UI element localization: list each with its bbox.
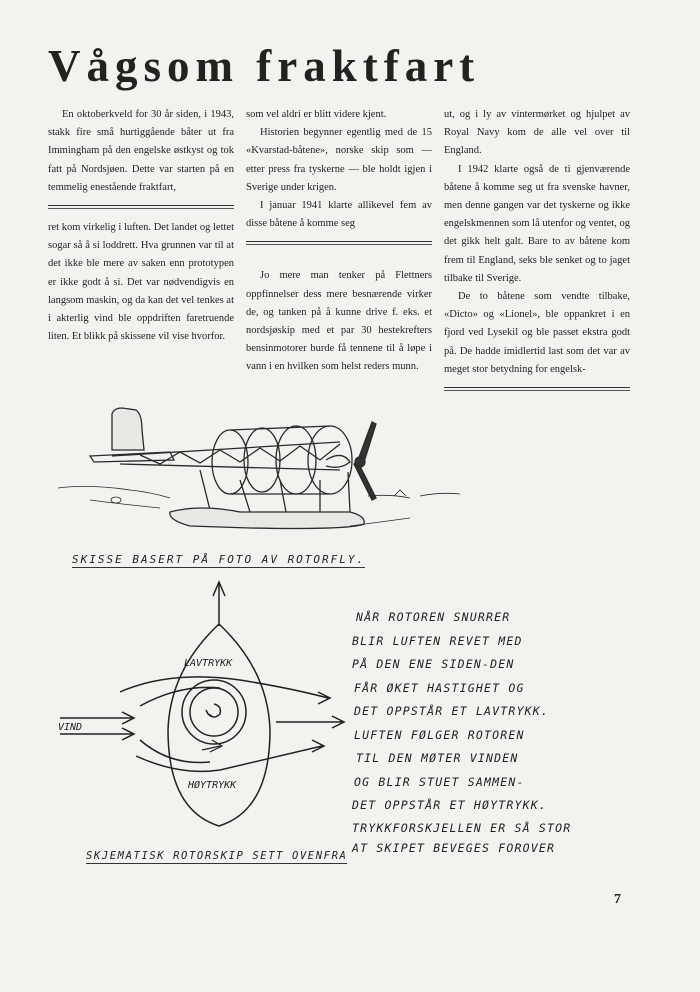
column2-paragraph2: Historien begynner egentlig med de 15 «Kvarstad-båtene», norske skip som — etter press fra tyskerne — ble holdt igjen i Sverige under krigen.	[246, 127, 432, 193]
page-title: Vågsom fraktfart	[48, 41, 481, 91]
explanation-line: TIL DEN MØTER VINDEN	[356, 751, 519, 765]
article-column-2	[246, 106, 432, 377]
wind-label: VIND	[58, 722, 83, 733]
explanation-line: DET OPPSTÅR ET LAVTRYKK.	[354, 704, 549, 718]
explanation-line: TRYKKFORSKJELLEN ER SÅ STOR	[352, 820, 572, 835]
explanation-line: AT SKIPET BEVEGES FOROVER	[352, 840, 556, 855]
article-column-3	[444, 106, 630, 401]
figure2-caption: SKJEMATISK ROTORSKIP SETT OVENFRA	[86, 850, 348, 862]
article-column-1	[48, 106, 234, 346]
column1-paragraph1: En oktoberkveld for 30 år siden, i 1943, stakk fire små hurtiggående båter ut fra Immingham på den engelske østkyst og tok fatt på Nordsjøen. Dette var starten på en temmelig enestående fraktfart,	[48, 109, 234, 193]
explanation-line: OG BLIR STUET SAMMEN-	[354, 774, 525, 789]
page-number: 7	[614, 892, 621, 907]
rotor-ship-schematic	[50, 580, 350, 840]
figure1-caption: SKISSE BASERT PÅ FOTO AV ROTORFLY.	[72, 553, 366, 566]
high-pressure-label: HØYTRYKK	[188, 780, 237, 791]
explanation-line: PÅ DEN ENE SIDEN-DEN	[352, 657, 515, 671]
column-divider	[444, 387, 630, 391]
column2-paragraph4: Jo mere man tenker på Flettners oppfinnelser dess mere besnærende virker de, og tanken på å kunne drive f. eks. et nordsjøskip med et par 30 hestekrefters bensinmotorer burde få tennene til å løpe i vann i en hvilken som helst reders munn.	[246, 270, 432, 373]
column2-paragraph3: I januar 1941 klarte allikevel fem av disse båtene å komme seg	[246, 200, 432, 230]
column2-paragraph1: som vel aldri er blitt videre kjent.	[246, 109, 387, 120]
explanation-line: DET OPPSTÅR ET HØYTRYKK.	[352, 798, 547, 812]
explanation-line: NÅR ROTOREN SNURRER	[356, 610, 511, 624]
explanation-line: FÅR ØKET HASTIGHET OG	[354, 680, 525, 695]
rotor-aircraft-sketch	[50, 400, 470, 560]
column3-paragraph3: De to båtene som vendte tilbake, «Dicto» og «Lionel», ble oppankret i en fjord ved Lysekil og ble passet ekstra godt på. De hadde imidlertid last som det var av meget stor betydning for engelsk-	[444, 291, 630, 375]
column1-paragraph2: ret kom virkelig i luften. Det landet og lettet sogar så å si loddrett. Hva grunnen var til at det ikke ble mere av saken enn prototypen er ikke godt å si. Det var nødvendigvis en langsom maskin, og da kan det vel tenkes at i akterlig vind ble oppdriften faretruende liten. Et blikk på skissene vil vise hvorfor.	[48, 222, 234, 343]
column-divider	[246, 241, 432, 245]
column3-paragraph2: I 1942 klarte også de ti gjenværende båtene å komme seg ut fra svenske havner, men denne gangen var det tyskerne og ikke engelskmennen som lå utenfor og ventet, og det gikk helt galt. Bare to av båtene kom frem til England, seks ble senket og to jaget tilbake til Sverige.	[444, 163, 630, 284]
column-divider	[48, 205, 234, 209]
explanation-line: LUFTEN FØLGER ROTOREN	[354, 727, 525, 742]
rotor-explanation-text	[352, 606, 652, 858]
column3-paragraph1: ut, og i ly av vintermørket og hjulpet av Royal Navy kom de alle vel over til England.	[444, 109, 630, 157]
explanation-line: BLIR LUFTEN REVET MED	[352, 633, 523, 648]
low-pressure-label: LAVTRYKK	[184, 658, 233, 669]
